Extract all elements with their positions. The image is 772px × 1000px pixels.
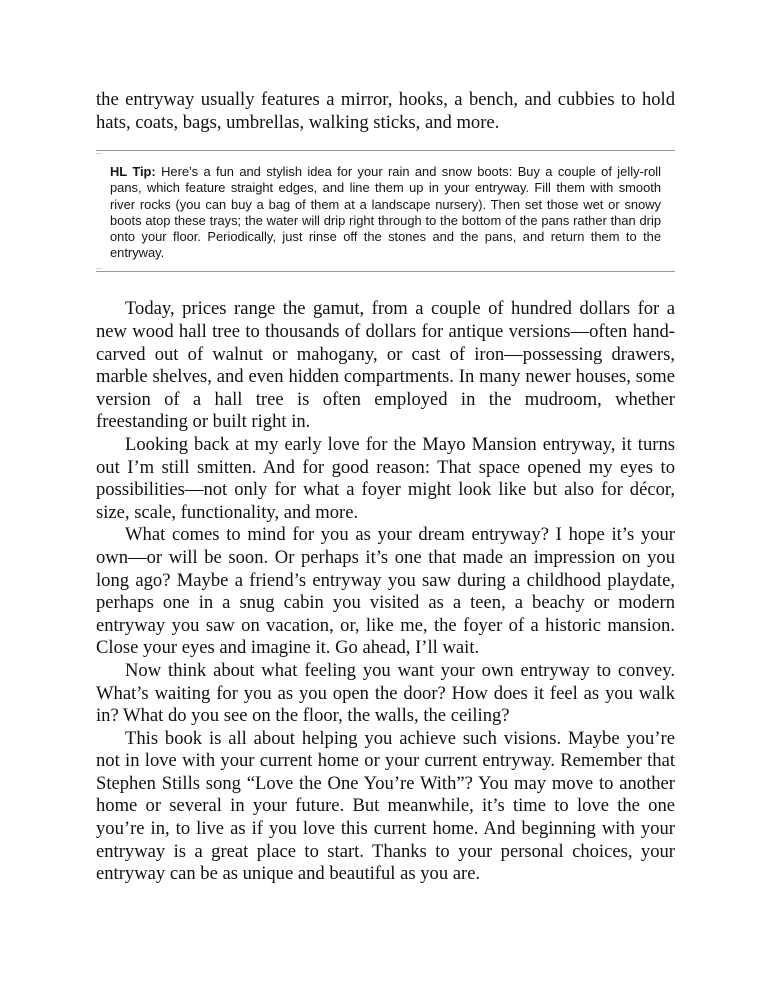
body-paragraph-feeling: Now think about what feeling you want your own entryway to convey. What’s waiting for you as you open the door? How does it feel as you walk in? What do you see on the floor, the walls, the ceiling? <box>96 659 675 727</box>
page-content <box>96 89 675 886</box>
tip-label: HL Tip: <box>110 164 156 180</box>
tip-paragraph <box>110 164 661 261</box>
body-paragraph-prices: Today, prices range the gamut, from a couple of hundred dollars for a new wood hall tree to thousands of dollars for antique versions—often hand-carved out of walnut or mahogany, or cast of iron—possessing drawers, marble shelves, and even hidden compartments. In many newer houses, some version of a hall tree is often employed in the mudroom, whether freestanding or built right in. <box>96 298 675 433</box>
body-paragraph-looking-back: Looking back at my early love for the Mayo Mansion entryway, it turns out I’m still smitten. And for good reason: That space opened my eyes to possibilities—not only for what a foyer might look like but also for décor, size, scale, functionality, and more. <box>96 433 675 523</box>
body-paragraph-book: This book is all about helping you achieve such visions. Maybe you’re not in love with your current home or your current entryway. Remember that Stephen Stills song “Love the One You’re With”? You may move to another home or several in your future. But meanwhile, it’s time to love the one you’re in, to live as if you love this current home. And beginning with your entryway is a great place to start. Thanks to your personal choices, your entryway can be as unique and beautiful as you are. <box>96 727 675 885</box>
tip-box <box>96 150 675 272</box>
body-paragraph-dream-entryway: What comes to mind for you as your dream entryway? I hope it’s your own—or will be soon. Or perhaps it’s one that made an impression on you long ago? Maybe a friend’s entryway you saw during a childhood playdate, perhaps one in a snug cabin you visited as a teen, a beachy or modern entryway you saw on vacation, or, like me, the foyer of a historic mansion. Close your eyes and imagine it. Go ahead, I’ll wait. <box>96 524 675 659</box>
intro-paragraph: the entryway usually features a mirror, hooks, a bench, and cubbies to hold hats, coats, bags, umbrellas, walking sticks, and more. <box>96 89 675 133</box>
tip-body: Here’s a fun and stylish idea for your rain and snow boots: Buy a couple of jelly-roll pans, which feature straight edges, and line them up in your entryway. Fill them with smooth river rocks (you can buy a bag of them at a landscape nursery). Then set those wet or snowy boots atop these trays; the water will drip right through to the bottom of the pans rather than drip onto your floor. Periodically, just rinse off the stones and the pans, and return them to the entryway. <box>110 164 661 261</box>
